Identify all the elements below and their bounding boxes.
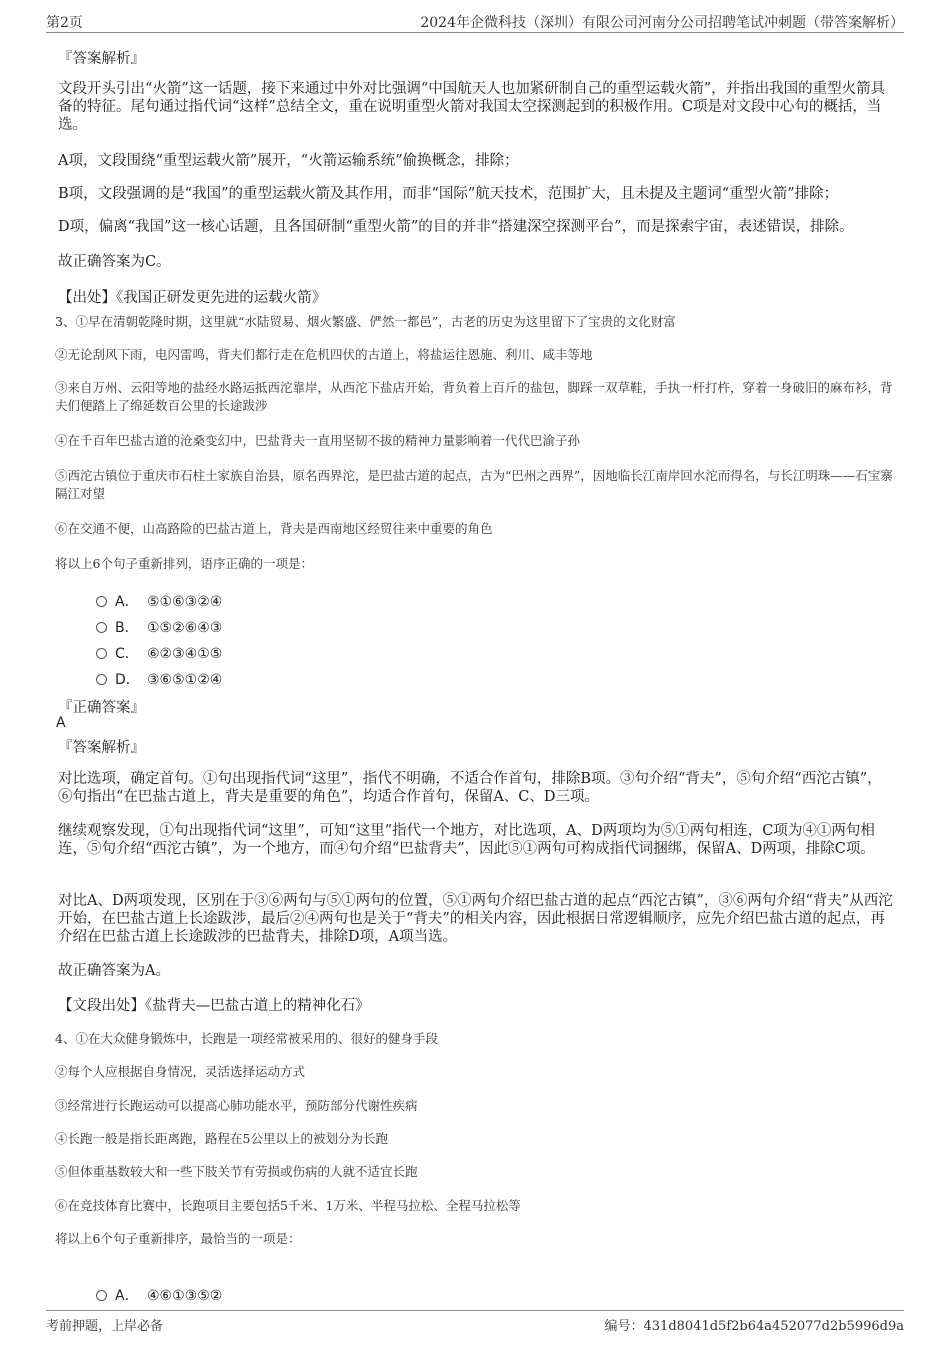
radio-icon[interactable] <box>96 674 107 685</box>
q3-sentence-1: 3、①早在清朝乾隆时期，这里就“水陆贸易、烟火繁盛、俨然一都邑”，古老的历史为这里留下了宝贵的文化财富 <box>55 314 676 329</box>
q3-analysis-p1: 对比选项，确定首句。①句出现指代词“这里”，指代不明确，不适合作首句，排除B项。③句介绍“背夫”，⑤句介绍“西沱古镇”，⑥句指出“在巴盐古道上，背夫是重要的角色”，均适合作首句，保留A、C、D三项。 <box>58 771 882 805</box>
q4-sentence-6: ⑥在竞技体育比赛中，长跑项目主要包括5千米、1万米、半程马拉松、全程马拉松等 <box>55 1198 521 1213</box>
q4-sentence-3: ③经常进行长跑运动可以提高心肺功能水平，预防部分代谢性疾病 <box>55 1098 418 1113</box>
radio-icon[interactable] <box>96 648 107 659</box>
radio-icon[interactable] <box>96 1290 107 1301</box>
q2-analysis-p4: D项，偏离“我国”这一核心话题，且各国研制“重型火箭”的目的并非“搭建深空探测平台”，而是探索宇宙，表述错误，排除。 <box>58 219 854 235</box>
q3-analysis-label: 『答案解析』 <box>58 740 145 756</box>
q3-sentence-5: ⑤西沱古镇位于重庆市石柱土家族自治县，原名西界沱，是巴盐古道的起点，古为“巴州之西界”，因地临长江南岸回水沱而得名，与长江明珠——石宝寨隔江对望 <box>55 468 893 501</box>
q2-analysis-p2: A项，文段围绕“重型运载火箭”展开，“火箭运输系统”偷换概念，排除； <box>58 153 519 169</box>
page-footer <box>46 1310 904 1335</box>
q3-sentence-4: ④在千百年巴盐古道的沧桑变幻中，巴盐背夫一直用坚韧不拔的精神力量影响着一代代巴渝子孙 <box>55 433 581 448</box>
radio-icon[interactable] <box>96 622 107 633</box>
radio-icon[interactable] <box>96 596 107 607</box>
q2-analysis-label: 『答案解析』 <box>58 51 145 67</box>
q3-option-d[interactable]: D． ③⑥⑤①②④ <box>96 669 222 687</box>
q4-prompt: 将以上6个句子重新排序，最恰当的一项是： <box>55 1231 301 1246</box>
q3-correct-answer-label: 『正确答案』 <box>58 700 145 716</box>
q4-sentence-4: ④长跑一般是指长距离跑，路程在5公里以上的被划分为长跑 <box>55 1131 388 1146</box>
page-number: 第2页 <box>46 15 83 31</box>
document-title: 2024年企微科技（深圳）有限公司河南分公司招聘笔试冲刺题（带答案解析） <box>420 15 904 31</box>
document-id: 编号：431d8041d5f2b64a452077d2b5996d9a <box>604 1319 904 1334</box>
footer-slogan: 考前押题，上岸必备 <box>46 1319 164 1334</box>
q3-sentence-6: ⑥在交通不便，山高路险的巴盐古道上，背夫是西南地区经贸往来中重要的角色 <box>55 521 493 536</box>
q3-answer-conclusion: 故正确答案为A。 <box>58 963 170 979</box>
q4-sentence-5: ⑤但体重基数较大和一些下肢关节有劳损或伤病的人就不适宜长跑 <box>55 1164 418 1179</box>
q3-sentence-3: ③来自万州、云阳等地的盐经水路运抵西沱靠岸，从西沱下盐店开始，背负着上百斤的盐包，脚踩一双草鞋，手执一杆打杵，穿着一身破旧的麻布衫，背夫们便踏上了绵延数百公里的长途跋涉 <box>55 380 893 413</box>
q4-sentence-2: ②每个人应根据自身情况，灵活选择运动方式 <box>55 1064 306 1079</box>
q4-option-a[interactable]: A． ④⑥①③⑤② <box>96 1285 222 1303</box>
q3-analysis-p3: 对比A、D两项发现，区别在于③⑥两句与⑤①两句的位置，⑤①两句介绍巴盐古道的起点“西沱古镇”，③⑥两句介绍“背夫”从西沱开始，在巴盐古道上长途跋涉，最后②④两句也是关于“背夫”的相关内容，因此根据日常逻辑顺序，应先介绍巴盐古道的起点，再介绍在巴盐古道上长途跋涉的巴盐背夫，排除D项，A项当选。 <box>58 893 893 945</box>
q3-option-b[interactable]: B． ①⑤②⑥④③ <box>96 617 222 635</box>
q3-correct-answer: A <box>56 715 66 731</box>
q2-analysis-p1: 文段开头引出“火箭”这一话题，接下来通过中外对比强调“中国航天人也加紧研制自己的重型运载火箭”，并指出我国的重型火箭具备的特征。尾句通过指代词“这样”总结全文，重在说明重型火箭对我国太空探测起到的积极作用。C项是对文段中心句的概括，当选。 <box>58 81 886 133</box>
q2-source: 【出处】《我国正研发更先进的运载火箭》 <box>58 290 327 306</box>
q2-answer-conclusion: 故正确答案为C。 <box>58 254 171 270</box>
page-header <box>46 10 904 33</box>
q3-sentence-2: ②无论刮风下雨，电闪雷鸣，背夫们都行走在危机四伏的古道上，将盐运往恩施、利川、咸丰等地 <box>55 347 593 362</box>
q3-option-c[interactable]: C． ⑥②③④①⑤ <box>96 643 222 661</box>
q3-source: 【文段出处】《盐背夫—巴盐古道上的精神化石》 <box>58 998 370 1014</box>
q3-prompt: 将以上6个句子重新排列，语序正确的一项是： <box>55 556 313 571</box>
q3-option-a[interactable]: A． ⑤①⑥③②④ <box>96 591 222 609</box>
q3-analysis-p2: 继续观察发现，①句出现指代词“这里”，可知“这里”指代一个地方，对比选项，A、D两项均为⑤①两句相连，C项为④①两句相连，⑤句介绍“西沱古镇”，为一个地方，而④句介绍“巴盐背夫”，因此⑤①两句可构成指代词捆绑，保留A、D两项，排除C项。 <box>58 823 875 857</box>
q2-analysis-p3: B项，文段强调的是“我国”的重型运载火箭及其作用，而非“国际”航天技术，范围扩大，且未提及主题词“重型火箭”排除； <box>58 186 839 202</box>
q4-sentence-1: 4、①在大众健身锻炼中，长跑是一项经常被采用的、很好的健身手段 <box>55 1031 438 1046</box>
